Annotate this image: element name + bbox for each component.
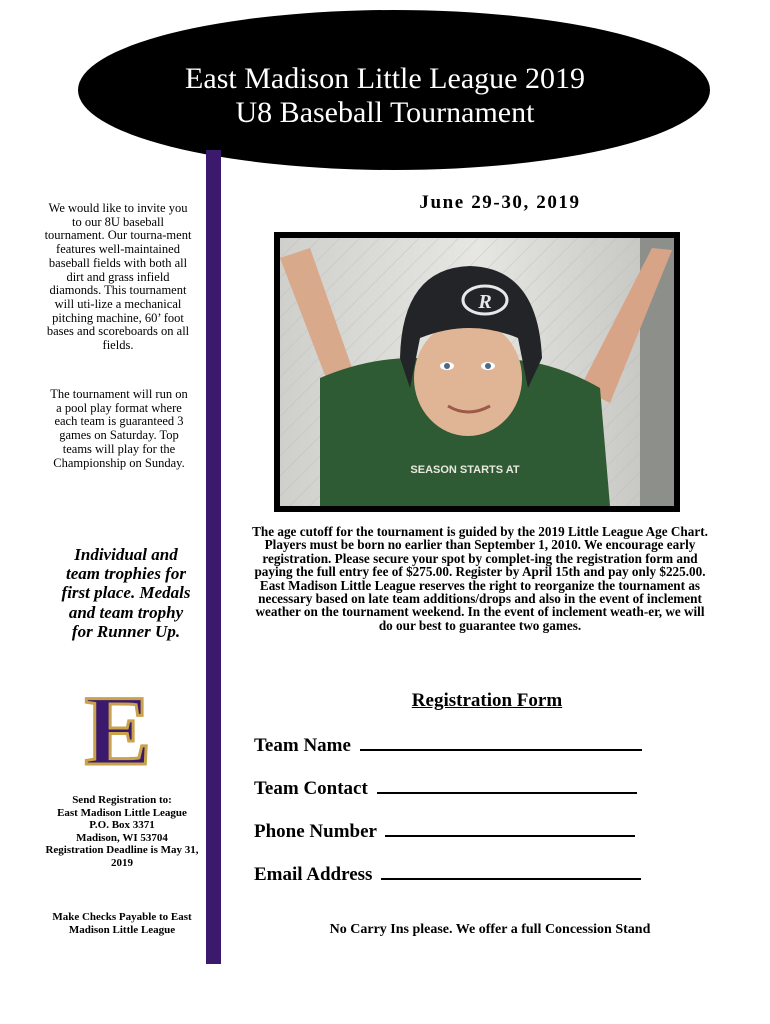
send-heading: Send Registration to: (72, 794, 172, 806)
registration-form-title: Registration Form (411, 690, 563, 711)
phone-number-field[interactable] (385, 819, 635, 837)
helmet-logo: R (478, 291, 492, 313)
tournament-dates: June 29-30, 2019 (419, 192, 581, 213)
team-name-field[interactable] (360, 733, 642, 751)
team-contact-field[interactable] (377, 776, 637, 794)
checks-payable-text: Make Checks Payable to East Madison Little League (52, 911, 192, 936)
send-registration-block (44, 794, 200, 869)
phone-number-label: Phone Number (254, 821, 377, 842)
player-photo (280, 238, 674, 506)
team-contact-row (254, 776, 637, 800)
east-madison-logo (68, 680, 168, 776)
team-name-row (254, 733, 642, 757)
email-address-label: Email Address (254, 864, 373, 885)
team-contact-label: Team Contact (254, 778, 368, 799)
send-deadline: Registration Deadline is May 31, 2019 (45, 844, 199, 869)
title-line-2: U8 Baseball Tournament (235, 96, 535, 129)
tournament-details-text: The age cutoff for the tournament is guided by the 2019 Little League Age Chart. Players must be born no earlier than September 1, 2010. We encourage early registration. Please secure your spot by complet-ing the registration form and paying the full entry fee of $275.00. Register by April 15th and pay only $225.00. East Madison Little League reserves the right to reorganize the tournament as necessary based on late team additions/drops and also in the event of inclement weather on the tournament weekend. In the event of inclement weath-er, we will do our best to guarantee two games. (252, 524, 708, 633)
email-address-row (254, 862, 641, 886)
send-po-box: P.O. Box 3371 (89, 819, 155, 831)
team-name-label: Team Name (254, 735, 351, 756)
phone-number-row (254, 819, 635, 843)
purple-divider-bar (206, 150, 221, 964)
email-address-field[interactable] (381, 862, 641, 880)
title-line-1: East Madison Little League 2019 (185, 62, 585, 95)
concession-note: No Carry Ins please. We offer a full Concession Stand (329, 922, 651, 937)
photo-frame (274, 232, 680, 512)
face (414, 320, 522, 436)
logo-letter: E (84, 680, 152, 776)
send-city: Madison, WI 53704 (76, 831, 168, 844)
format-paragraph: The tournament will run on a pool play format where each team is guaranteed 3 games on Saturday. Top teams will play for the Championship on Sunday. (50, 387, 188, 470)
shirt-text: SEASON STARTS AT (410, 464, 520, 476)
intro-paragraph: We would like to invite you to our 8U baseball tournament. Our tourna-ment features well-maintained baseball fields with both all dirt and grass infield diamonds. This tournament will uti-lize a mechanical pitching machine, 60’ foot bases and scoreboards on all fields. (44, 201, 192, 353)
trophy-text: Individual and team trophies for first place. Medals and team trophy for Runner Up. (61, 545, 191, 641)
send-org: East Madison Little League (57, 806, 187, 819)
